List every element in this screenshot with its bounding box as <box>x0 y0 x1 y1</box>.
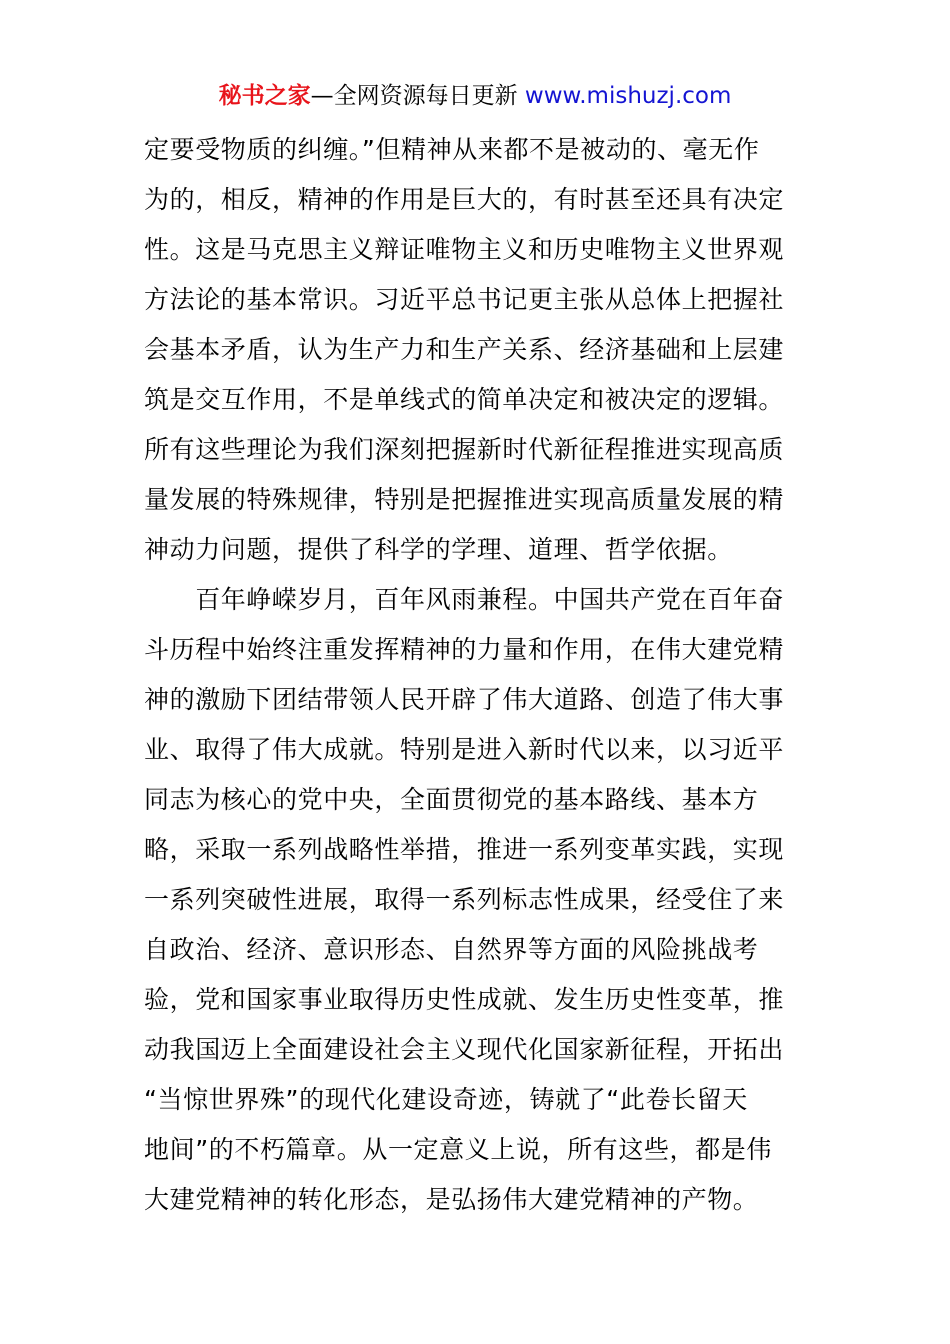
text-line: 斗历程中始终注重发挥精神的力量和作用，在伟大建党精 <box>144 635 785 664</box>
text-line: 验，党和国家事业取得历史性成就、发生历史性变革，推 <box>144 985 785 1014</box>
text-line: 自政治、经济、意识形态、自然界等方面的风险挑战考 <box>144 935 759 964</box>
text-line: 神动力问题，提供了科学的学理、道理、哲学依据。 <box>144 535 733 564</box>
text-line: 会基本矛盾，认为生产力和生产关系、经济基础和上层建 <box>144 335 785 364</box>
text-line: 神的激励下团结带领人民开辟了伟大道路、创造了伟大事 <box>144 685 785 714</box>
text-line: 性。这是马克思主义辩证唯物主义和历史唯物主义世界观 <box>144 235 785 264</box>
text-line: 百年峥嵘岁月，百年风雨兼程。中国共产党在百年奋 <box>144 585 785 614</box>
text-line: 定要受物质的纠缠。”但精神从来都不是被动的、毫无作 <box>144 135 760 164</box>
header-tagline: —全网资源每日更新 <box>310 83 525 109</box>
text-line: 地间”的不朽篇章。从一定意义上说，所有这些，都是伟 <box>144 1135 772 1164</box>
text-line: 略，采取一系列战略性举措，推进一系列变革实践，实现 <box>144 835 785 864</box>
document-body <box>144 125 808 1225</box>
text-line: 筑是交互作用，不是单线式的简单决定和被决定的逻辑。 <box>144 385 785 414</box>
text-line: 一系列突破性进展，取得一系列标志性成果，经受住了来 <box>144 885 785 914</box>
text-line: 动我国迈上全面建设社会主义现代化国家新征程，开拓出 <box>144 1035 785 1064</box>
site-url-link[interactable]: www.mishuzj.com <box>524 83 732 109</box>
text-line: 方法论的基本常识。习近平总书记更主张从总体上把握社 <box>144 285 785 314</box>
text-line: 同志为核心的党中央，全面贯彻党的基本路线、基本方 <box>144 785 759 814</box>
text-line: 所有这些理论为我们深刻把握新时代新征程推进实现高质 <box>144 435 785 464</box>
text-line: 为的，相反，精神的作用是巨大的，有时甚至还具有决定 <box>144 185 785 214</box>
text-line: 大建党精神的转化形态，是弘扬伟大建党精神的产物。 <box>144 1185 759 1214</box>
text-line: 量发展的特殊规律，特别是把握推进实现高质量发展的精 <box>144 485 785 514</box>
page-header <box>0 80 950 112</box>
text-line: “当惊世界殊”的现代化建设奇迹，铸就了“此卷长留天 <box>144 1085 748 1114</box>
brand-name: 秘书之家 <box>218 83 311 109</box>
text-line: 业、取得了伟大成就。特别是进入新时代以来，以习近平 <box>144 735 785 764</box>
